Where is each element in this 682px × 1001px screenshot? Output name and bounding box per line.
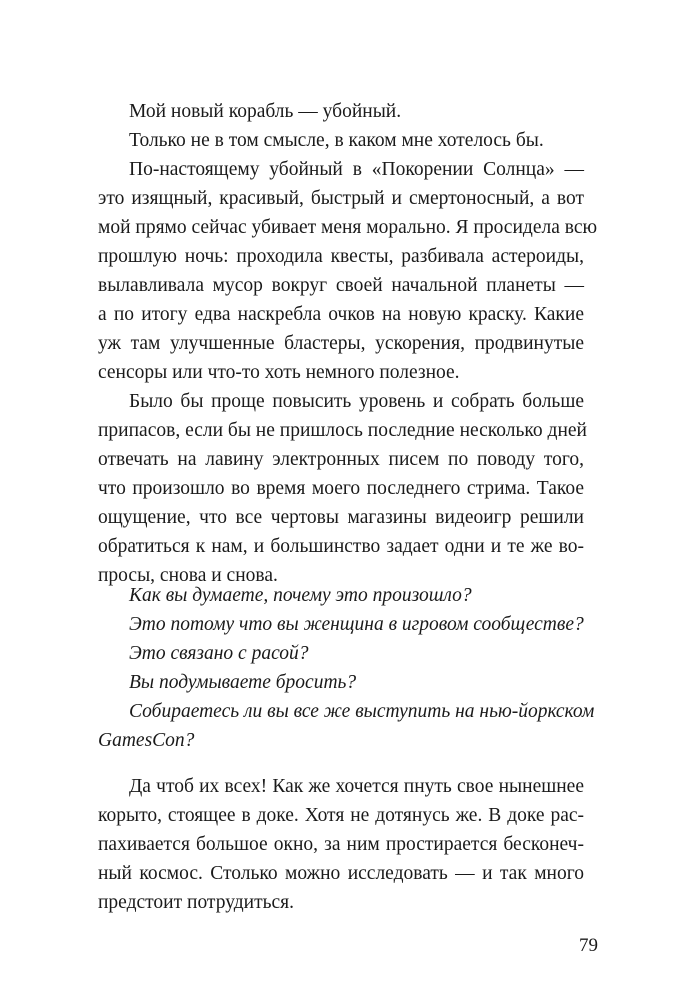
question-line: Это связано с расой? xyxy=(129,643,309,664)
page-number: 79 xyxy=(579,935,598,956)
question-line: Вы подумываете бросить? xyxy=(129,672,357,693)
text-line: вылавливала мусор вокруг своей начальной планеты — xyxy=(98,275,584,296)
text-line: ный космос. Столько можно исследовать — и так много xyxy=(98,863,584,884)
text-line: что произошло во время моего последнего стрима. Такое xyxy=(98,478,584,499)
paragraph-5 xyxy=(98,772,584,917)
text-line: Только не в том смысле, в каком мне хотелось бы. xyxy=(129,130,544,151)
text-line: Мой новый корабль — убойный. xyxy=(129,101,402,122)
text-line: просы, снова и снова. xyxy=(98,565,278,586)
questions-block xyxy=(98,581,595,755)
text-line: припасов, если бы не пришлось последние несколько дней xyxy=(98,420,587,441)
text-line: отвечать на лавину электронных писем по поводу того, xyxy=(98,449,584,470)
paragraph-3 xyxy=(98,155,598,387)
paragraph-1 xyxy=(98,97,584,126)
text-line: обратиться к нам, и большинство задает одни и те же во- xyxy=(98,536,584,557)
text-line: прошлую ночь: проходила квесты, разбивала астероиды, xyxy=(98,246,584,267)
question-line: GamesCon? xyxy=(98,730,195,751)
paragraph-2 xyxy=(98,126,584,155)
question-line: Это потому что вы женщина в игровом сообществе? xyxy=(129,614,584,635)
text-line: ощущение, что все чертовы магазины видеоигр решили xyxy=(98,507,584,528)
text-line: Было бы проще повысить уровень и собрать больше xyxy=(129,391,584,412)
text-line: уж там улучшенные бластеры, ускорения, продвинутые xyxy=(98,333,584,354)
question-line: Собираетесь ли вы все же выступить на нью-йоркском xyxy=(129,701,595,722)
text-line: мой прямо сейчас убивает меня морально. Я просидела всю xyxy=(98,217,598,238)
text-line: По-настоящему убойный в «Покорении Солнца» — xyxy=(129,159,584,180)
question-line: Как вы думаете, почему это произошло? xyxy=(129,585,472,606)
text-line: сенсоры или что-то хоть немного полезное. xyxy=(98,362,460,383)
text-line: корыто, стоящее в доке. Хотя не дотянусь же. В доке рас- xyxy=(98,805,584,826)
text-line: пахивается большое окно, за ним простирается бесконеч- xyxy=(98,834,584,855)
text-line: а по итогу едва наскребла очков на новую краску. Какие xyxy=(98,304,584,325)
paragraph-4 xyxy=(98,387,587,590)
text-line: предстоит потрудиться. xyxy=(98,892,294,913)
text-line: это изящный, красивый, быстрый и смертоносный, а вот xyxy=(98,188,584,209)
text-line: Да чтоб их всех! Как же хочется пнуть свое нынешнее xyxy=(129,776,584,797)
